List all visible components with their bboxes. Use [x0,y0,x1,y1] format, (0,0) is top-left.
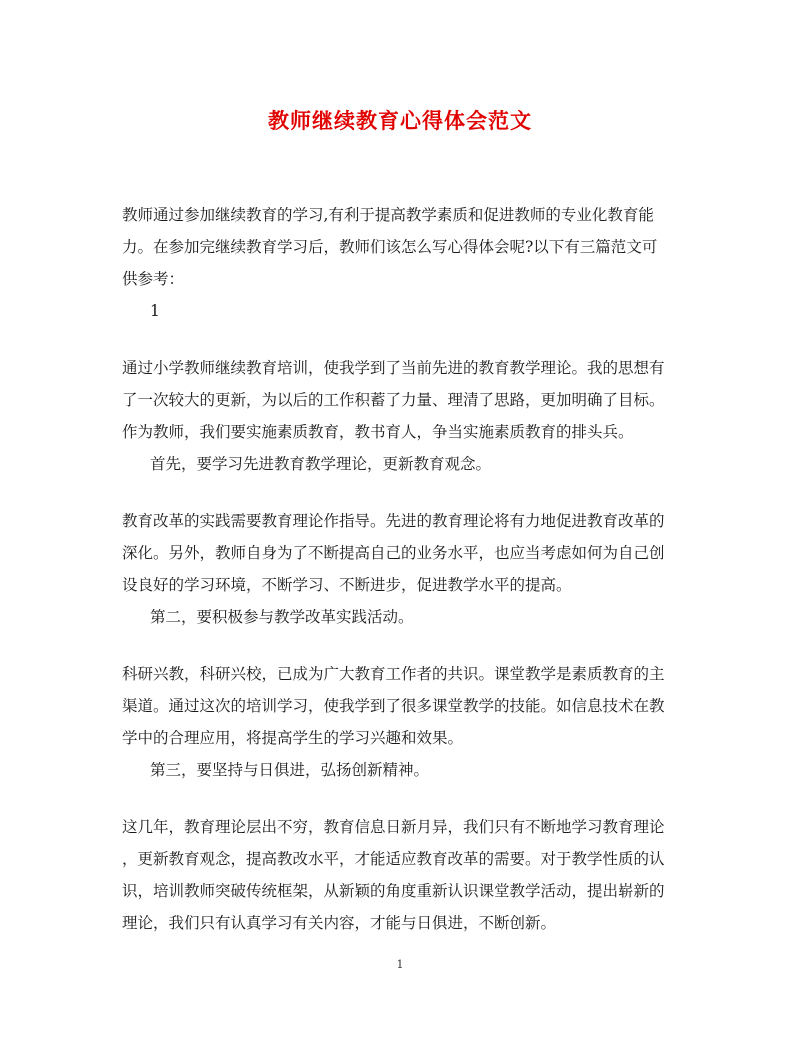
heading-third: 第三，要坚持与日俱进，弘扬创新精神。 [150,761,430,779]
para1-line-3: 作为教师，我们要实施素质教育，教书育人，争当实施素质教育的排头兵。 [122,423,634,441]
para3-line-2: 渠道。通过这次的培训学习，使我学到了很多课堂教学的技能。如信息技术在教 [122,697,665,715]
para2-line-2: 深化。另外，教师自身为了不断提高自己的业务水平，也应当考虑如何为自己创 [122,544,665,562]
para3-line-1: 科研兴教，科研兴校，已成为广大教育工作者的共识。课堂教学是素质教育的主 [122,665,665,683]
para4-line-2: ，更新教育观念，提高教改水平，才能适应教育改革的需要。对于教学性质的认 [122,850,665,868]
intro-line-1: 教师通过参加继续教育的学习,有利于提高教学素质和促进教师的专业化教育能 [122,206,654,224]
para4-line-3: 识，培训教师突破传统框架，从新颖的角度重新认识课堂教学活动，提出崭新的 [122,882,665,900]
para1-line-1: 通过小学教师继续教育培训，使我学到了当前先进的教育教学理论。我的思想有 [122,359,665,377]
page-number: 1 [396,958,404,971]
heading-first: 首先，要学习先进教育教学理论，更新教育观念。 [150,455,492,473]
document-title: 教师继续教育心得体会范文 [268,108,532,133]
para2-line-1: 教育改革的实践需要教育理论作指导。先进的教育理论将有力地促进教育改革的 [122,512,665,530]
intro-line-3: 供参考： [122,270,185,288]
para3-line-3: 学中的合理应用，将提高学生的学习兴趣和效果。 [122,729,464,747]
heading-second: 第二，要积极参与教学改革实践活动。 [150,608,414,626]
para1-line-2: 了一次较大的更新，为以后的工作积蓄了力量、理清了思路，更加明确了目标。 [122,391,665,409]
section-number: 1 [150,302,160,320]
para4-line-1: 这几年，教育理论层出不穷，教育信息日新月异，我们只有不断地学习教育理论 [122,818,665,836]
para4-line-4: 理论，我们只有认真学习有关内容，才能与日俱进，不断创新。 [122,914,557,932]
intro-line-2: 力。在参加完继续教育学习后，教师们该怎么写心得体会呢?以下有三篇范文可 [122,238,658,256]
para2-line-3: 设良好的学习环境，不断学习、不断进步，促进教学水平的提高。 [122,576,572,594]
